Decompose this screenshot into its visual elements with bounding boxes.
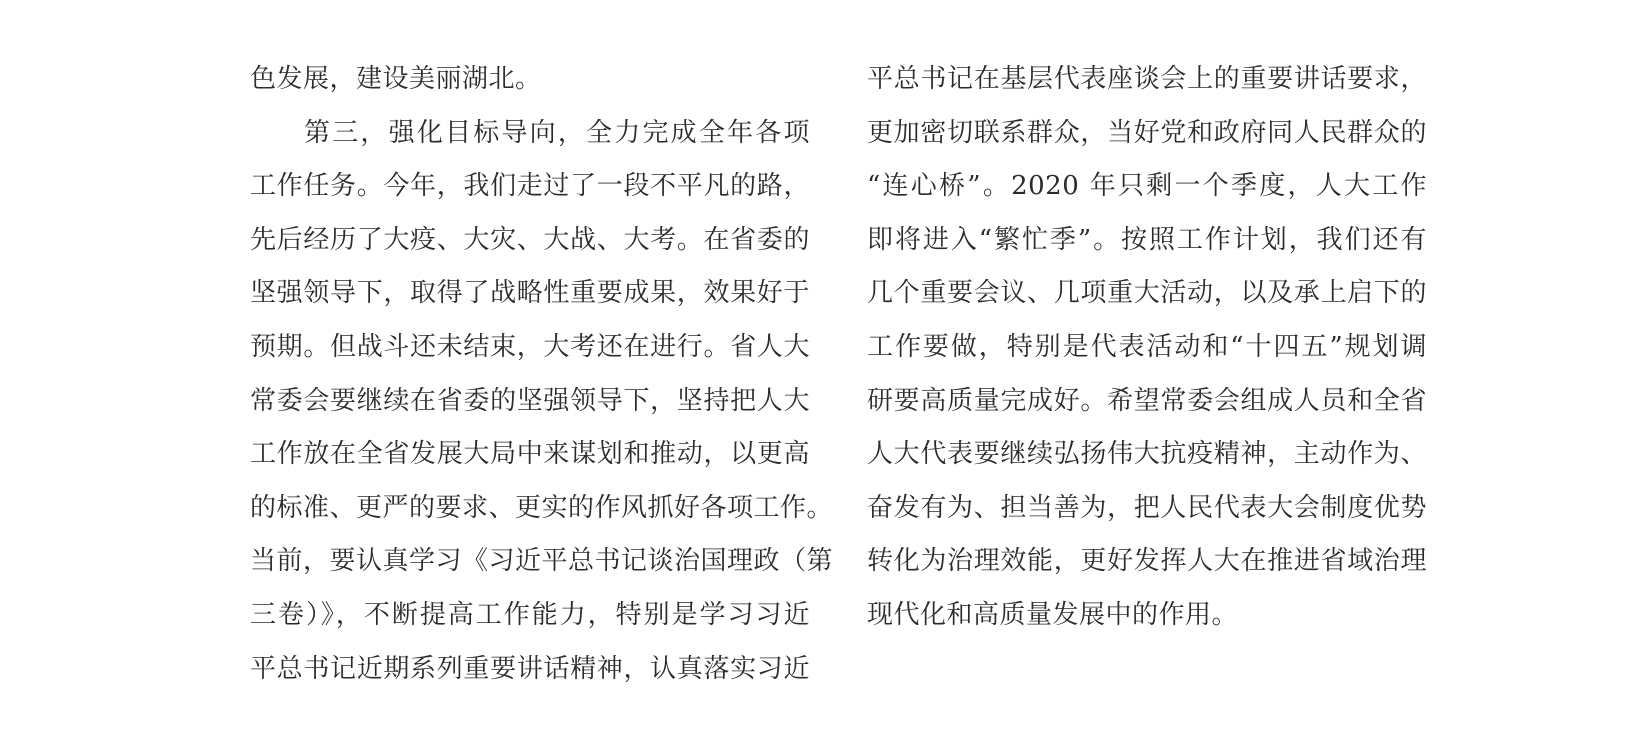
- right-text-column: [867, 53, 1427, 643]
- text-line: 预期。但战斗还未结束，大考还在进行。省人大: [250, 331, 810, 362]
- text-line: 研要高质量完成好。希望常委会组成人员和全省: [867, 385, 1427, 416]
- paragraph-first-line: 第三，强化目标导向，全力完成全年各项: [304, 117, 810, 148]
- text-line: 平总书记在基层代表座谈会上的重要讲话要求，: [867, 64, 1427, 94]
- text-line: “连心桥”。2020 年只剩一个季度，人大工作: [867, 171, 1427, 202]
- text-line: 当前，要认真学习《习近平总书记谈治国理政（第: [250, 546, 834, 577]
- text-line: 的标准、更严的要求、更实的作风抓好各项工作。: [250, 492, 834, 523]
- text-line: 常委会要继续在省委的坚强领导下，坚持把人大: [250, 385, 810, 416]
- text-line: 转化为治理效能，更好发挥人大在推进省域治理: [867, 546, 1427, 577]
- left-text-column: [250, 53, 834, 696]
- text-line: 工作任务。今年，我们走过了一段不平凡的路，: [250, 171, 810, 202]
- text-line: 几个重要会议、几项重大活动，以及承上启下的: [867, 278, 1427, 309]
- text-line: 先后经历了大疫、大灾、大战、大考。在省委的: [250, 224, 810, 255]
- text-line: 奋发有为、担当善为，把人民代表大会制度优势: [867, 492, 1427, 523]
- text-line: 即将进入“繁忙季”。按照工作计划，我们还有: [867, 224, 1427, 255]
- text-line: 平总书记近期系列重要讲话精神，认真落实习近: [250, 653, 810, 684]
- text-line: 坚强领导下，取得了战略性重要成果，效果好于: [250, 278, 810, 309]
- text-line: 色发展，建设美丽湖北。: [250, 64, 542, 94]
- text-line: 三卷）》，不断提高工作能力，特别是学习习近: [250, 599, 810, 630]
- text-line: 工作要做，特别是代表活动和“十四五”规划调: [867, 331, 1427, 362]
- paragraph-last-line: 现代化和高质量发展中的作用。: [867, 599, 1239, 630]
- text-line: 工作放在全省发展大局中来谋划和推动，以更高: [250, 439, 810, 470]
- text-line: 更加密切联系群众，当好党和政府同人民群众的: [867, 117, 1427, 148]
- text-line: 人大代表要继续弘扬伟大抗疫精神，主动作为、: [867, 439, 1427, 470]
